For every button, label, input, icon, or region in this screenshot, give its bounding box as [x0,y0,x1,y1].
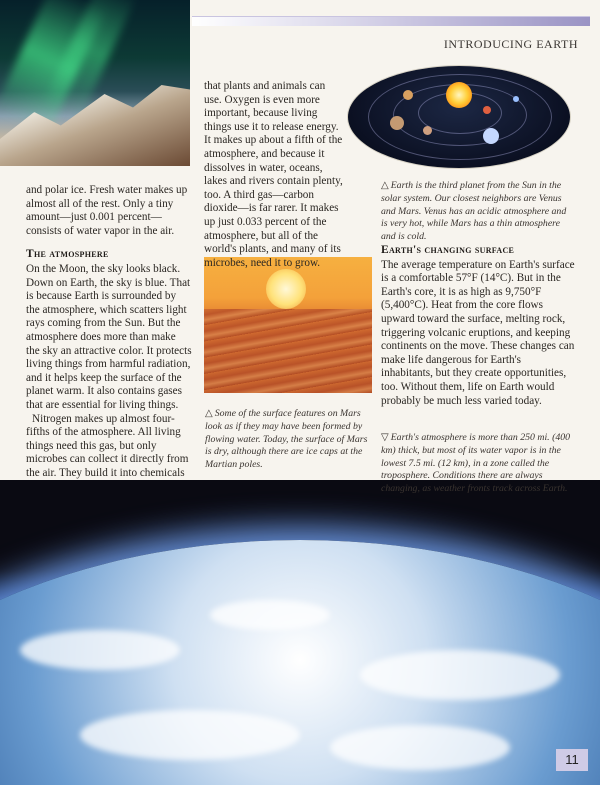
paragraph-oxygen: that plants and animals can use. Oxygen is even more important, because living things use it to release energy. It makes up about a fifth of the atmosphere, and because it dissolves in water, oceans, lakes and rivers contain plenty, too. A third gas—carbon dioxide—is far rarer. It makes up just 0.033 percent of the atmosphere, but all of the world's plants, and many of its microbes, need it to grow. [204,80,343,269]
paragraph-fresh-water: and polar ice. Fresh water makes up almost all of the rest. Only a tiny amount—just 0.001 percent—consists of water vapor in the air. [26,184,188,237]
header-banner-bar [192,16,590,26]
paragraph-changing-surface: The average temperature on Earth's surface is a comfortable 57°F (14°C). But in the Earth's core, it is as high as 9,750°F (5,400°C). Heat from the core flows upward toward the surface, melting rock, triggering volcanic eruptions, and keeping continents on the move. These changes can make life dangerous for Earth's inhabitants, but they create opportunities, too. Without them, life on Earth would probably be much less varied today. [381,258,575,407]
aurora-mountain-photo [0,0,190,166]
triangle-down-icon: ▽ [381,432,389,443]
earth-from-space-photo [0,480,600,785]
page-number: 11 [556,749,588,771]
mars-surface-photo [204,257,372,393]
paragraph-nitrogen: Nitrogen makes up almost four-fifths of the atmosphere. All living things need this gas, but only microbes can collect it directly from the air. They build it into chemicals [26,412,189,479]
caption-solar-system: △ Earth is the third planet from the Sun in the solar system. Our closest neighbors are Venus and Mars. Venus has an acidic atmosphere and is very hot, while Mars has a thin atmosphere and is cold. [381,180,567,243]
solar-system-illustration [348,66,570,168]
column-middle [204,80,344,270]
triangle-up-icon: △ [381,180,389,191]
heading-atmosphere: The atmosphere [26,248,109,261]
column-left [26,184,192,480]
triangle-up-icon: △ [205,408,213,419]
caption-mars: △ Some of the surface features on Mars look as if they may have been formed by flowing water. Today, the surface of Mars is dry, although there are ice caps at the Martian poles. [205,408,368,471]
section-title: INTRODUCING EARTH [443,37,578,51]
heading-changing-surface: Earth's changing surface [381,244,515,256]
column-right [381,244,575,408]
caption-atmosphere-thickness: ▽ Earth's atmosphere is more than 250 mi. (400 km) thick, but most of its water vapor is in the lowest 7.5 mi. (12 km), in a zone called the troposphere. Conditions there are always changing, as weather fronts track across Earth. [381,432,571,495]
paragraph-atmosphere: On the Moon, the sky looks black. Down on Earth, the sky is blue. That is because Earth is surrounded by the atmosphere, which scatters light rays coming from the Sun. But the atmosphere does more than make the sky an attractive color. It protects living things from harmful radiation, and it helps keep the surface of the planet warm. It also contains gases that are essential for living things. [26,262,192,411]
